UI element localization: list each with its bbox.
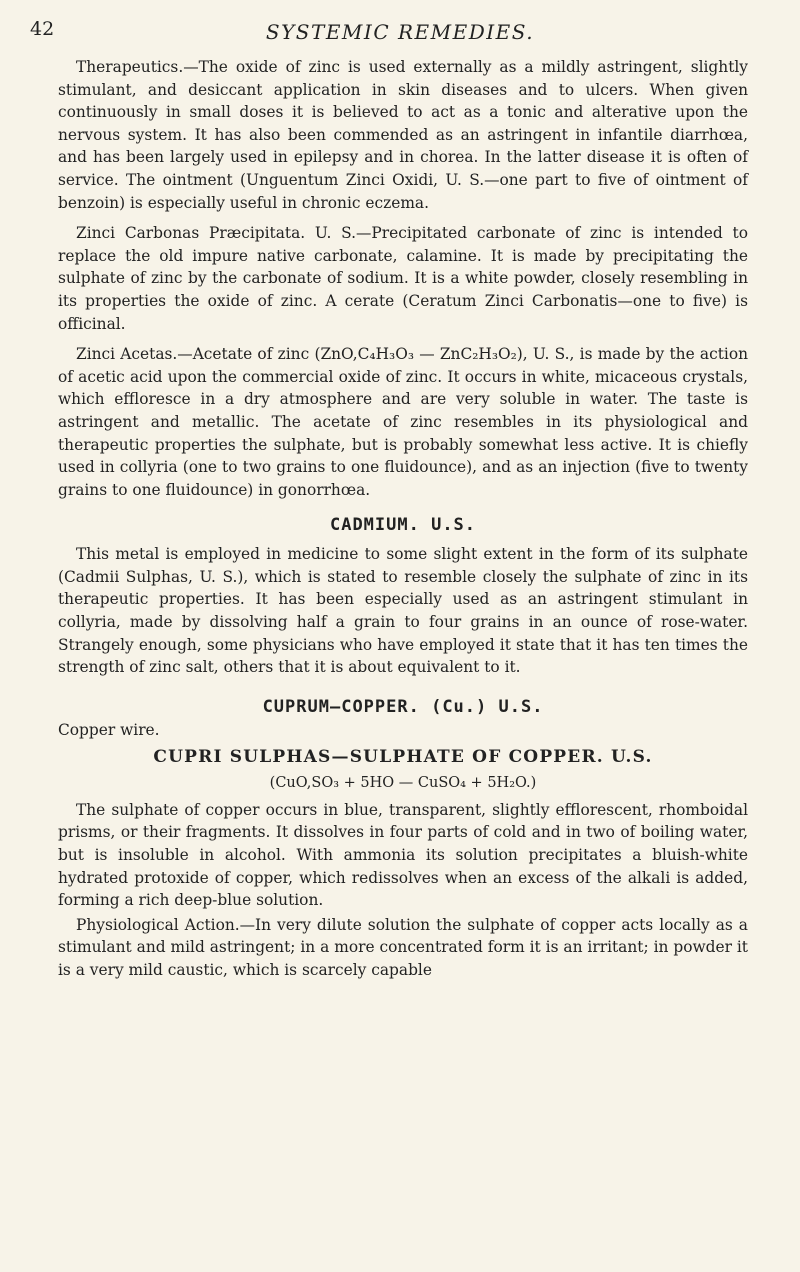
paragraph-copper-sulphate: The sulphate of copper occurs in blue, transparent, slightly efflorescent, rhomboidal prisms, or their fragments. It dissolves in four parts of cold and in two of boiling water, but is insoluble in alcohol. With ammonia its solution precipitates a bluish-white hydrated protoxide of copper, which redissolves when an excess of the alkali is added, forming a rich deep-blue solution. bbox=[58, 800, 748, 910]
heading-cupri-sulphas: CUPRI SULPHAS—SULPHATE OF COPPER. U.S. bbox=[153, 746, 653, 767]
paragraph-therapeutics: Therapeutics.—The oxide of zinc is used externally as a mildly astringent, slightly stimulant, and desiccant application in skin diseases and to ulcers. When given continuously in small doses it is believed to act as a tonic and alterative upon the nervous system. It has also been commended as an astringent in infantile diarrhœa, and has been largely used in epilepsy and in chorea. In the latter disease it is often of service. The ointment (Unguentum Zinci Oxidi, U. S.—one part to five of ointment of benzoin) is especially useful in chronic eczema. bbox=[58, 58, 748, 212]
paragraph-zinci-acetas: Zinci Acetas.—Acetate of zinc (ZnO,C₄H₃O₃ — ZnC₂H₃O₂), U. S., is made by the action of acetic acid upon the commercial oxide of zinc. It occurs in white, micaceous crystals, which effloresce in a dry atmosphere and are very soluble in water. The taste is astringent and metallic. The acetate of zinc resembles in its physiological and therapeutic properties the sulphate, but is probably somewhat less active. It is chiefly used in collyria (one to two grains to one fluidounce), and as an injection (five to twenty grains to one fluidounce) in gonorrhœa. bbox=[58, 345, 748, 499]
copper-wire-label: Copper wire. bbox=[58, 720, 160, 739]
heading-cadmium: CADMIUM. U.S. bbox=[329, 515, 477, 536]
paragraph-physiological-action: Physiological Action.—In very dilute solution the sulphate of copper acts locally as a stimulant and mild astringent; in a more concentrated form it is an irritant; in powder it is a very mild caustic, which is scarcely capable bbox=[58, 915, 748, 979]
heading-cuprum: CUPRUM—COPPER. (Cu.) U.S. bbox=[262, 696, 544, 717]
paragraph-cadmium: This metal is employed in medicine to some slight extent in the form of its sulphate (Cadmii Sulphas, U. S.), which is stated to resemble closely the sulphate of zinc in its therapeutic properties. It has been especially used as an astringent stimulant in collyria, made by dissolving half a grain to four grains in an ounce of rose-water. Strangely enough, some physicians who have employed it state that it has ten times the strength of zinc salt, others that it is about equivalent to it. bbox=[58, 545, 748, 677]
running-title: SYSTEMIC REMEDIES. bbox=[265, 20, 535, 44]
page-body bbox=[58, 56, 748, 982]
paragraph-zinci-carbonas: Zinci Carbonas Præcipitata. U. S.—Precipitated carbonate of zinc is intended to replace the old impure native carbonate, calamine. It is made by precipitating the sulphate of zinc by the carbonate of sodium. It is a white powder, closely resembling in its properties the oxide of zinc. A cerate (Ceratum Zinci Carbonatis—one to five) is officinal. bbox=[58, 224, 748, 333]
page-number: 42 bbox=[30, 18, 55, 40]
cupri-formula: (CuO,SO₃ + 5HO — CuSO₄ + 5H₂O.) bbox=[269, 774, 537, 791]
